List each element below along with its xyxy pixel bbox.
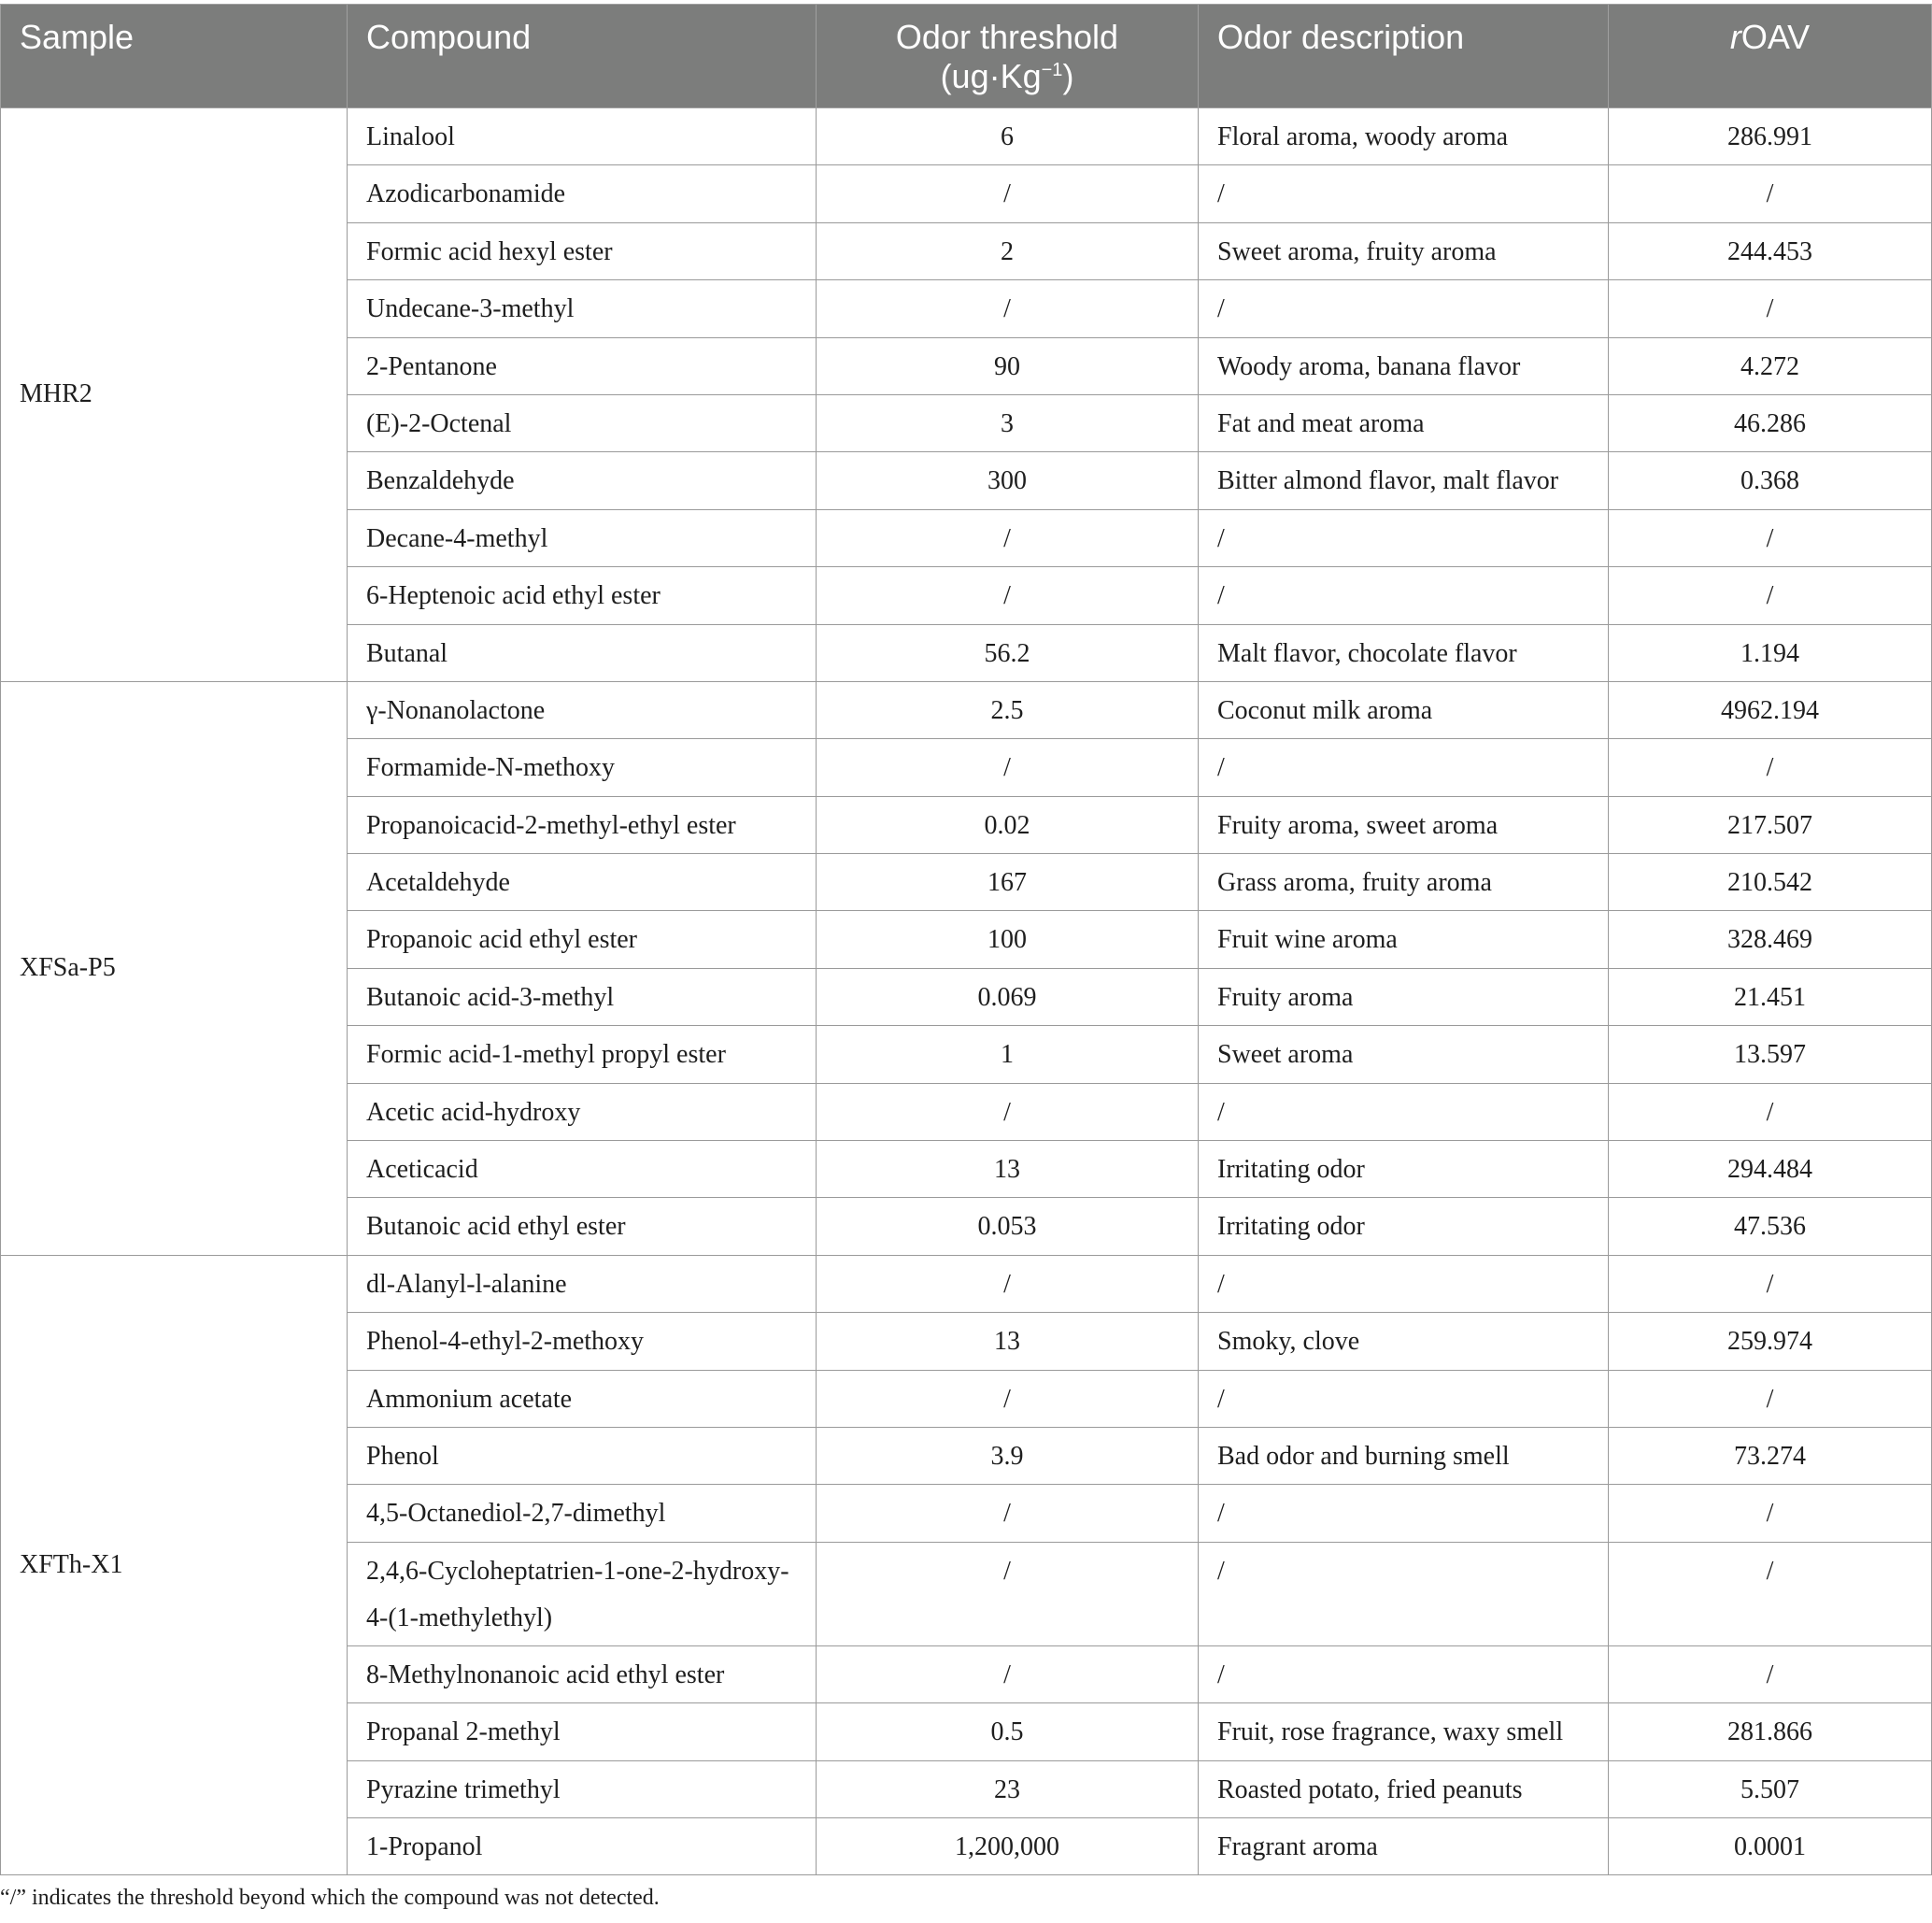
threshold-cell: 1	[817, 1026, 1199, 1083]
odor-table	[0, 4, 1932, 1875]
compound-cell: 2,4,6-Cycloheptatrien-1-one-2-hydroxy-4-(1-methylethyl)	[348, 1542, 817, 1645]
description-cell: /	[1199, 1255, 1609, 1312]
roav-cell: /	[1609, 1370, 1932, 1427]
header-roav-rest: OAV	[1740, 18, 1811, 56]
roav-cell: 73.274	[1609, 1427, 1932, 1484]
threshold-cell: /	[817, 1255, 1199, 1312]
header-row	[1, 5, 1932, 108]
description-cell: Sweet aroma, fruity aroma	[1199, 222, 1609, 279]
threshold-cell: /	[817, 1083, 1199, 1140]
compound-cell: Azodicarbonamide	[348, 165, 817, 222]
roav-cell: /	[1609, 509, 1932, 566]
table-container	[0, 4, 1932, 1875]
threshold-cell: 56.2	[817, 624, 1199, 681]
roav-cell: /	[1609, 567, 1932, 624]
roav-cell: 210.542	[1609, 854, 1932, 911]
header-threshold-sup: −1	[1041, 60, 1063, 80]
roav-cell: 5.507	[1609, 1760, 1932, 1817]
compound-cell: Ammonium acetate	[348, 1370, 817, 1427]
roav-cell: 21.451	[1609, 968, 1932, 1025]
threshold-cell: /	[817, 567, 1199, 624]
compound-cell: 1-Propanol	[348, 1817, 817, 1874]
description-cell: Fruit, rose fragrance, waxy smell	[1199, 1703, 1609, 1760]
description-cell: /	[1199, 1083, 1609, 1140]
threshold-cell: 300	[817, 452, 1199, 509]
compound-cell: Butanoic acid ethyl ester	[348, 1198, 817, 1255]
compound-cell: 2-Pentanone	[348, 337, 817, 394]
compound-cell: 6-Heptenoic acid ethyl ester	[348, 567, 817, 624]
roav-cell: 46.286	[1609, 394, 1932, 451]
roav-cell: /	[1609, 1485, 1932, 1542]
sample-cell: XFTh-X1	[1, 1255, 348, 1875]
threshold-cell: /	[817, 165, 1199, 222]
roav-cell: 281.866	[1609, 1703, 1932, 1760]
threshold-cell: 13	[817, 1141, 1199, 1198]
threshold-cell: 6	[817, 108, 1199, 165]
threshold-cell: /	[817, 1542, 1199, 1645]
roav-cell: 47.536	[1609, 1198, 1932, 1255]
threshold-cell: 2.5	[817, 681, 1199, 738]
compound-cell: Linalool	[348, 108, 817, 165]
description-cell: Malt flavor, chocolate flavor	[1199, 624, 1609, 681]
roav-cell: /	[1609, 1255, 1932, 1312]
table-body	[1, 108, 1932, 1875]
description-cell: /	[1199, 1542, 1609, 1645]
roav-cell: 244.453	[1609, 222, 1932, 279]
table-row	[1, 1255, 1932, 1312]
description-cell: Roasted potato, fried peanuts	[1199, 1760, 1609, 1817]
header-odor-threshold	[817, 5, 1199, 108]
header-roav	[1609, 5, 1932, 108]
description-cell: Bad odor and burning smell	[1199, 1427, 1609, 1484]
compound-cell: Formic acid-1-methyl propyl ester	[348, 1026, 817, 1083]
compound-cell: Butanoic acid-3-methyl	[348, 968, 817, 1025]
roav-cell: /	[1609, 165, 1932, 222]
compound-cell: dl-Alanyl-l-alanine	[348, 1255, 817, 1312]
description-cell: Floral aroma, woody aroma	[1199, 108, 1609, 165]
compound-cell: Propanoicacid-2-methyl-ethyl ester	[348, 796, 817, 853]
header-odor-description: Odor description	[1199, 5, 1609, 108]
compound-cell: Propanoic acid ethyl ester	[348, 911, 817, 968]
description-cell: Fat and meat aroma	[1199, 394, 1609, 451]
description-cell: Fruity aroma, sweet aroma	[1199, 796, 1609, 853]
compound-cell: Aceticacid	[348, 1141, 817, 1198]
threshold-cell: /	[817, 1370, 1199, 1427]
description-cell: Grass aroma, fruity aroma	[1199, 854, 1609, 911]
compound-cell: γ-Nonanolactone	[348, 681, 817, 738]
compound-cell: Benzaldehyde	[348, 452, 817, 509]
table-row	[1, 108, 1932, 165]
compound-cell: Formamide-N-methoxy	[348, 739, 817, 796]
description-cell: Fruit wine aroma	[1199, 911, 1609, 968]
compound-cell: Acetic acid-hydroxy	[348, 1083, 817, 1140]
description-cell: /	[1199, 280, 1609, 337]
threshold-cell: /	[817, 280, 1199, 337]
description-cell: Fruity aroma	[1199, 968, 1609, 1025]
description-cell: /	[1199, 165, 1609, 222]
compound-cell: Phenol	[348, 1427, 817, 1484]
roav-cell: 217.507	[1609, 796, 1932, 853]
threshold-cell: 0.5	[817, 1703, 1199, 1760]
compound-cell: Butanal	[348, 624, 817, 681]
roav-cell: 1.194	[1609, 624, 1932, 681]
table-row	[1, 681, 1932, 738]
compound-cell: (E)-2-Octenal	[348, 394, 817, 451]
compound-cell: Phenol-4-ethyl-2-methoxy	[348, 1313, 817, 1370]
roav-cell: 0.368	[1609, 452, 1932, 509]
compound-cell: Acetaldehyde	[348, 854, 817, 911]
description-cell: Woody aroma, banana flavor	[1199, 337, 1609, 394]
threshold-cell: /	[817, 739, 1199, 796]
roav-cell: 286.991	[1609, 108, 1932, 165]
threshold-cell: /	[817, 1645, 1199, 1702]
roav-cell: 328.469	[1609, 911, 1932, 968]
compound-cell: Pyrazine trimethyl	[348, 1760, 817, 1817]
roav-cell: 0.0001	[1609, 1817, 1932, 1874]
description-cell: /	[1199, 509, 1609, 566]
header-threshold-unit: (ug·Kg	[940, 57, 1042, 95]
header-roav-prefix: r	[1729, 18, 1741, 56]
threshold-cell: /	[817, 1485, 1199, 1542]
description-cell: Coconut milk aroma	[1199, 681, 1609, 738]
compound-cell: 4,5-Octanediol-2,7-dimethyl	[348, 1485, 817, 1542]
description-cell: Smoky, clove	[1199, 1313, 1609, 1370]
header-sample: Sample	[1, 5, 348, 108]
compound-cell: Propanal 2-methyl	[348, 1703, 817, 1760]
sample-cell: MHR2	[1, 108, 348, 682]
threshold-cell: 2	[817, 222, 1199, 279]
roav-cell: 4962.194	[1609, 681, 1932, 738]
roav-cell: /	[1609, 1542, 1932, 1645]
threshold-cell: 100	[817, 911, 1199, 968]
description-cell: Irritating odor	[1199, 1198, 1609, 1255]
description-cell: /	[1199, 1645, 1609, 1702]
description-cell: /	[1199, 1370, 1609, 1427]
compound-cell: Decane-4-methyl	[348, 509, 817, 566]
threshold-cell: 167	[817, 854, 1199, 911]
description-cell: /	[1199, 567, 1609, 624]
threshold-cell: 0.02	[817, 796, 1199, 853]
roav-cell: /	[1609, 1645, 1932, 1702]
roav-cell: 259.974	[1609, 1313, 1932, 1370]
threshold-cell: 3	[817, 394, 1199, 451]
header-threshold-label: Odor threshold	[895, 18, 1119, 56]
threshold-cell: 13	[817, 1313, 1199, 1370]
description-cell: Sweet aroma	[1199, 1026, 1609, 1083]
threshold-cell: /	[817, 509, 1199, 566]
description-cell: Fragrant aroma	[1199, 1817, 1609, 1874]
roav-cell: 4.272	[1609, 337, 1932, 394]
compound-cell: Undecane-3-methyl	[348, 280, 817, 337]
threshold-cell: 1,200,000	[817, 1817, 1199, 1874]
compound-cell: Formic acid hexyl ester	[348, 222, 817, 279]
roav-cell: 294.484	[1609, 1141, 1932, 1198]
threshold-cell: 3.9	[817, 1427, 1199, 1484]
sample-cell: XFSa-P5	[1, 681, 348, 1255]
roav-cell: 13.597	[1609, 1026, 1932, 1083]
description-cell: /	[1199, 1485, 1609, 1542]
roav-cell: /	[1609, 1083, 1932, 1140]
description-cell: /	[1199, 739, 1609, 796]
threshold-cell: 23	[817, 1760, 1199, 1817]
threshold-cell: 90	[817, 337, 1199, 394]
table-header	[1, 5, 1932, 108]
threshold-cell: 0.069	[817, 968, 1199, 1025]
compound-cell: 8-Methylnonanoic acid ethyl ester	[348, 1645, 817, 1702]
table-footnote: “/” indicates the threshold beyond which the compound was not detected.	[0, 1886, 660, 1910]
header-compound: Compound	[348, 5, 817, 108]
description-cell: Bitter almond flavor, malt flavor	[1199, 452, 1609, 509]
threshold-cell: 0.053	[817, 1198, 1199, 1255]
header-threshold-close: )	[1062, 57, 1074, 95]
roav-cell: /	[1609, 280, 1932, 337]
roav-cell: /	[1609, 739, 1932, 796]
description-cell: Irritating odor	[1199, 1141, 1609, 1198]
